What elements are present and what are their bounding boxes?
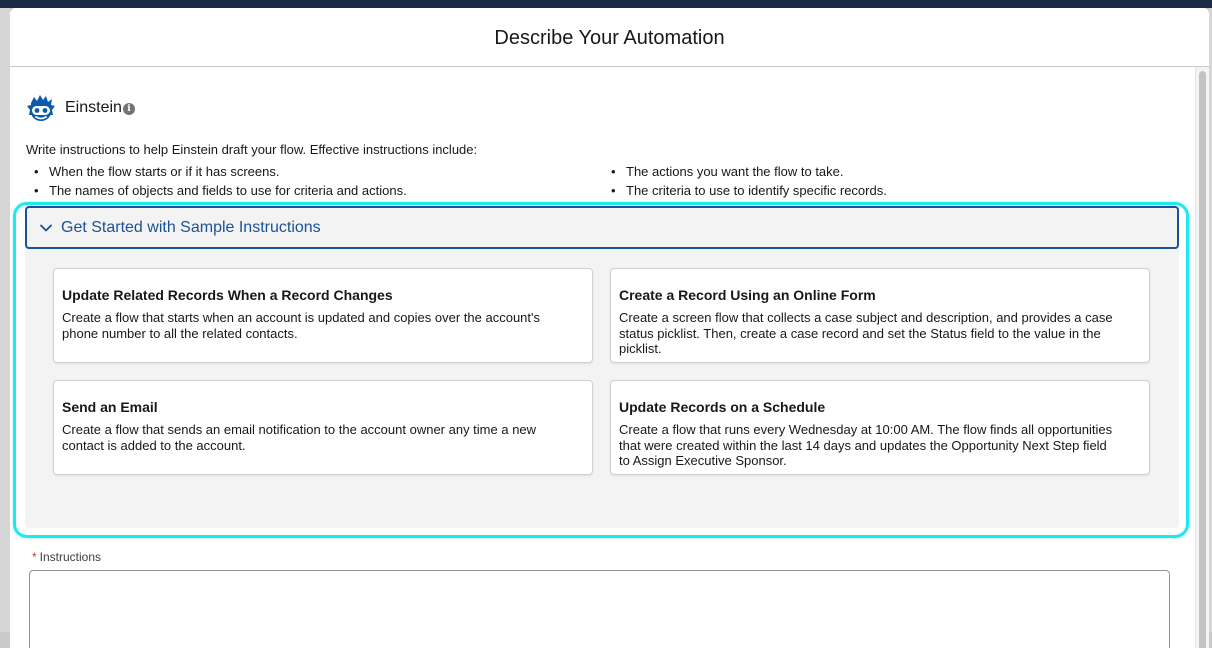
modal-scrollbar[interactable] [1195, 67, 1209, 648]
card-description: Create a flow that starts when an account is updated and copies over the account's phone number to all the related contacts. [62, 310, 540, 341]
sample-card-send-email[interactable] [53, 380, 593, 475]
app-header-strip [0, 0, 1212, 8]
tips-list-right [603, 162, 887, 200]
info-icon[interactable]: i [123, 103, 135, 115]
tip-item: • When the flow starts or if it has screens. [26, 162, 407, 181]
modal-content [10, 67, 1196, 648]
instructions-intro: Write instructions to help Einstein draft your flow. Effective instructions include: [26, 142, 478, 157]
accordion-label: Get Started with Sample Instructions [61, 218, 321, 236]
instructions-textarea[interactable] [29, 570, 1170, 648]
accordion-toggle[interactable] [25, 206, 1179, 249]
instructions-label [32, 550, 101, 564]
scrollbar-thumb[interactable] [1199, 71, 1206, 648]
modal-header [10, 8, 1209, 67]
chevron-down-icon [39, 221, 53, 235]
describe-automation-modal [10, 8, 1209, 648]
tip-item: • The criteria to use to identify specific records. [603, 181, 887, 200]
tips-list-left [26, 162, 407, 200]
page-backdrop [0, 8, 10, 632]
sample-card-create-record-form[interactable] [610, 268, 1150, 363]
card-description: Create a flow that runs every Wednesday at 10:00 AM. The flow finds all opportunities that were created within the last 14 days and updates the Opportunity Next Step field to Assign Executive Sponsor. [619, 422, 1113, 469]
required-marker: * [32, 550, 37, 564]
einstein-avatar-icon [25, 93, 57, 123]
card-title: Create a Record Using an Online Form [619, 287, 876, 303]
tip-item: • The actions you want the flow to take. [603, 162, 887, 181]
sample-card-update-records-schedule[interactable] [610, 380, 1150, 475]
card-title: Update Related Records When a Record Changes [62, 287, 393, 303]
einstein-label: Einstein [65, 99, 122, 116]
modal-title: Describe Your Automation [494, 26, 725, 49]
card-description: Create a flow that sends an email notification to the account owner any time a new contact is added to the account. [62, 422, 537, 453]
sample-instructions-accordion [25, 206, 1179, 528]
instructions-label-text: Instructions [39, 550, 102, 564]
einstein-header [25, 93, 135, 123]
sample-card-update-related-records[interactable] [53, 268, 593, 363]
tip-item: • The names of objects and fields to use for criteria and actions. [26, 181, 407, 200]
card-description: Create a screen flow that collects a case subject and description, and provides a case status picklist. Then, create a case record and set the Status field to the value in the picklist. [619, 310, 1113, 357]
card-title: Update Records on a Schedule [619, 399, 826, 415]
card-title: Send an Email [62, 399, 158, 415]
